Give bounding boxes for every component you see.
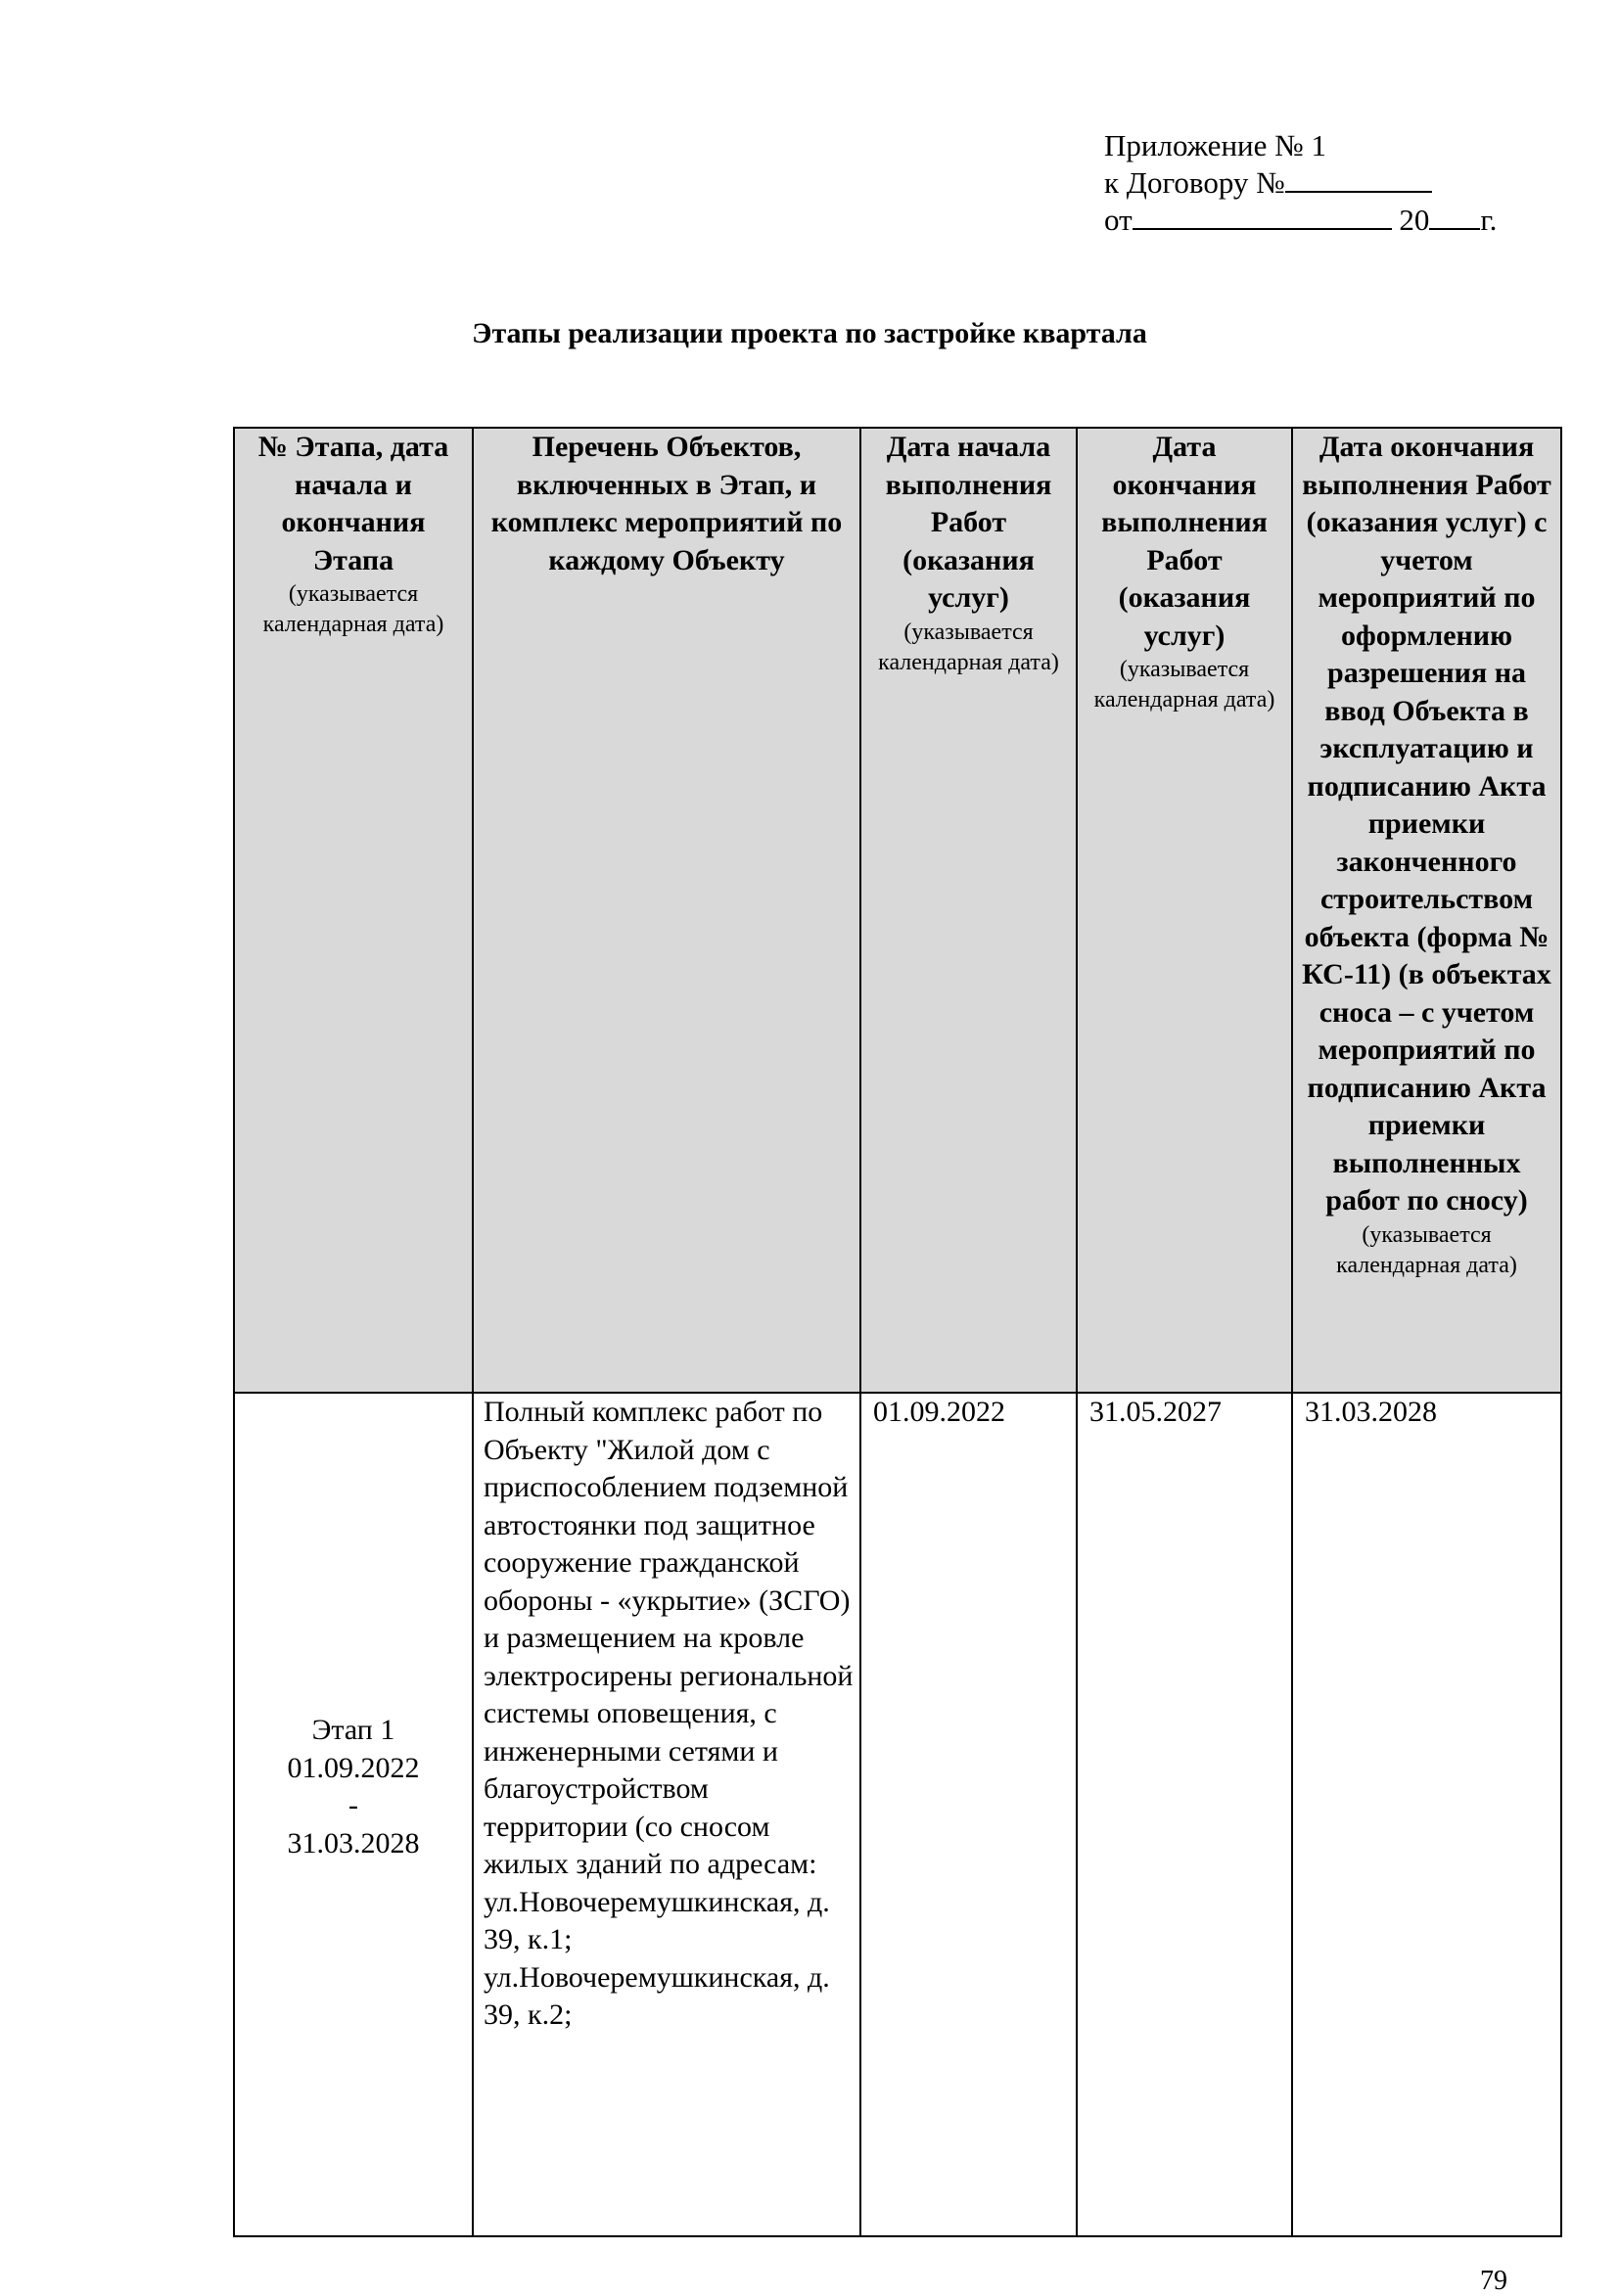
- header-cell-start-date: [860, 428, 1077, 1393]
- document-title: Этапы реализации проекта по застройке квартала: [472, 317, 1147, 349]
- year-prefix: 20: [1399, 203, 1430, 237]
- stage-end-date: 31.03.2028: [287, 1826, 420, 1860]
- header-end-date-text: Дата окончания выполнения Работ (оказания услуг): [1101, 431, 1268, 652]
- header-cell-objects: [473, 428, 860, 1393]
- page-number: 79: [1480, 2266, 1507, 2296]
- header-cell-stage: [234, 428, 473, 1393]
- header-cell-end-date: [1077, 428, 1292, 1393]
- header-objects-text: Перечень Объектов, включенных в Этап, и комплекс мероприятий по каждому Объекту: [490, 431, 843, 576]
- start-date-cell: 01.09.2022: [860, 1393, 1077, 2236]
- stage-name: Этап 1: [311, 1714, 395, 1746]
- appendix-header: [1104, 127, 1497, 239]
- appendix-line-2: [1104, 164, 1497, 202]
- end-date-cell: 31.05.2027: [1077, 1393, 1292, 2236]
- stage-start-date: 01.09.2022: [287, 1751, 420, 1784]
- stage-cell: [234, 1393, 473, 2236]
- header-stage-text: № Этапа, дата начала и окончания Этапа: [257, 431, 449, 576]
- date-from-label: от: [1104, 203, 1133, 237]
- appendix-line-1: Приложение № 1: [1104, 128, 1326, 162]
- appendix-line-3: [1104, 202, 1497, 239]
- contract-label: к Договору №: [1104, 165, 1285, 200]
- header-end-date-note: (указывается календарная дата): [1093, 657, 1275, 712]
- header-stage-note: (указывается календарная дата): [262, 581, 444, 637]
- contract-year-blank: [1429, 203, 1480, 230]
- table-row: [234, 1393, 1561, 2236]
- stage-dash: -: [348, 1789, 358, 1821]
- header-start-date-note: (указывается календарная дата): [878, 619, 1059, 675]
- description-cell: Полный комплекс работ по Объекту "Жилой дом с приспособлением подземной автостоянки под защитное сооружение гражданской обороны - «укрытие» (ЗСГО) и размещением на кровле электросирены региональной системы оповещения, с инженерными сетями и благоустройством территории (со сносом жилых зданий по адресам: ул.Новочеремушкинская, д. 39, к.1; ул.Новочеремушкинская, д. 39, к.2;: [473, 1393, 860, 2236]
- year-suffix: г.: [1480, 203, 1498, 237]
- header-cell-end-date-with-docs: [1292, 428, 1561, 1393]
- stages-table: [233, 427, 1562, 2237]
- header-start-date-text: Дата начала выполнения Работ (оказания услуг): [885, 431, 1052, 614]
- end-date-with-docs-cell: 31.03.2028: [1292, 1393, 1561, 2236]
- table-header-row: [234, 428, 1561, 1393]
- header-end-date-with-docs-text: Дата окончания выполнения Работ (оказания услуг) с учетом мероприятий по оформлению разрешения на ввод Объекта в эксплуатацию и подписанию Акта приемки законченного строительством объекта (форма № КС-11) (в объектах сноса – с учетом мероприятий по подписанию Акта приемки выполненных работ по сносу): [1302, 431, 1551, 1217]
- header-end-date-with-docs-note: (указывается календарная дата): [1336, 1221, 1517, 1278]
- contract-number-blank: [1285, 165, 1432, 193]
- contract-date-blank: [1133, 203, 1392, 230]
